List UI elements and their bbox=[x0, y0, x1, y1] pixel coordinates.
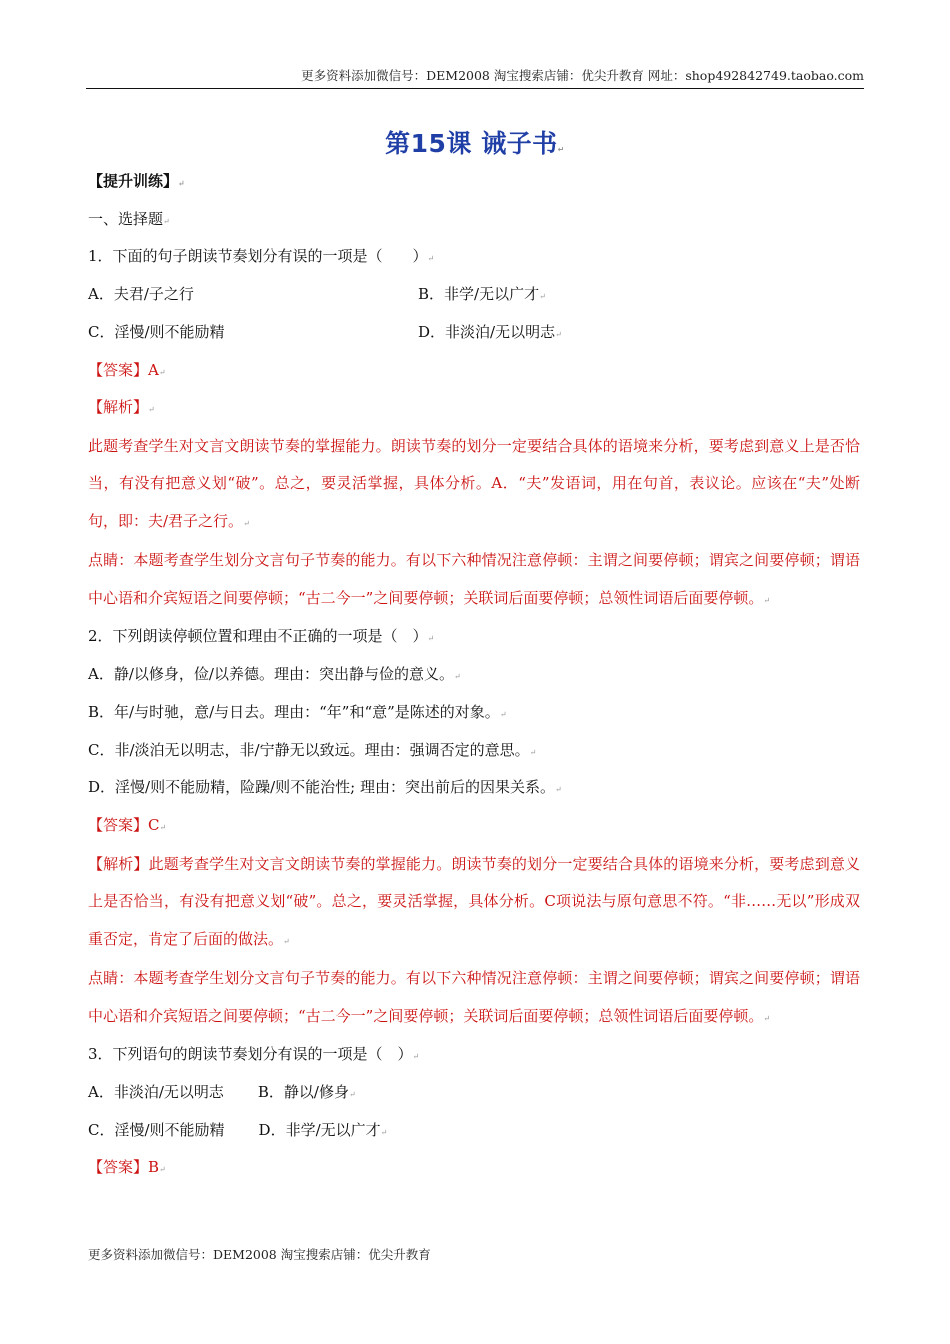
header-rule bbox=[86, 88, 864, 89]
option-a: A．夫君/子之行 bbox=[88, 285, 194, 304]
question-3-options-ab: A．非淡泊/无以明志 B．静以/修身↵ bbox=[88, 1082, 356, 1101]
question-2-option-c: C．非/淡泊无以明志，非/宁静无以致远。理由：强调否定的意思。↵ bbox=[88, 740, 537, 759]
question-1-tip: 点睛：本题考查学生划分文言句子节奏的能力。有以下六种情况注意停顿：主谓之间要停顿；谓宾之间要停顿；谓语中心语和介宾短语之间要停顿；“古二今一”之间要停顿；关联词后面要停顿；总领性词语后面要停顿。↵ bbox=[88, 551, 860, 607]
question-2-option-d: D．淫慢/则不能励精，险躁/则不能治性; 理由：突出前后的因果关系。↵ bbox=[88, 778, 562, 797]
option-d: D．非学/无以广才 bbox=[258, 1120, 381, 1139]
page-title: 第15课 诫子书↵ bbox=[385, 129, 565, 158]
question-1-answer: 【答案】A↵ bbox=[88, 360, 166, 379]
question-2-option-b: B．年/与时驰，意/与日去。理由：“年”和“意”是陈述的对象。↵ bbox=[88, 702, 507, 721]
part-heading: 一、选择题↵ bbox=[88, 209, 170, 228]
page-footer: 更多资料添加微信号：DEM2008 淘宝搜索店铺：优尖升教育 bbox=[88, 1247, 431, 1262]
section-heading: 【提升训练】↵ bbox=[88, 172, 185, 190]
question-2-answer: 【答案】C↵ bbox=[88, 815, 167, 834]
question-1-options-cd bbox=[88, 315, 860, 353]
question-2-tip: 点睛：本题考查学生划分文言句子节奏的能力。有以下六种情况注意停顿：主谓之间要停顿；谓宾之间要停顿；谓语中心语和介宾短语之间要停顿；“古二今一”之间要停顿；关联词后面要停顿；总领性词语后面要停顿。↵ bbox=[88, 969, 860, 1025]
option-a: A．非淡泊/无以明志 bbox=[88, 1082, 224, 1101]
option-d: D．非淡泊/无以明志↵ bbox=[418, 322, 562, 341]
question-1-stem: 1．下面的句子朗读节奏划分有误的一项是（ ）↵ bbox=[88, 247, 435, 266]
page-header: 更多资料添加微信号：DEM2008 淘宝搜索店铺：优尖升教育 网址：shop492842749.taobao.com bbox=[301, 68, 864, 83]
question-2-analysis: 【解析】此题考查学生对文言文朗读节奏的掌握能力。朗读节奏的划分一定要结合具体的语境来分析，要考虑到意义上是否恰当，有没有把意义划“破”。总之，要灵活掌握，具体分析。C项说法与原句意思不符。“非……无以”形成双重否定，肯定了后面的做法。↵ bbox=[88, 854, 860, 948]
option-c: C．淫慢/则不能励精 bbox=[88, 1120, 225, 1139]
question-1-options-ab bbox=[88, 277, 860, 315]
question-1-analysis-label: 【解析】↵ bbox=[88, 398, 155, 417]
question-2-stem: 2．下列朗读停顿位置和理由不正确的一项是（ ）↵ bbox=[88, 627, 435, 646]
question-2-option-a: A．静/以修身，俭/以养德。理由：突出静与俭的意义。↵ bbox=[88, 665, 461, 684]
option-b: B．非学/无以广才↵ bbox=[418, 285, 546, 304]
option-c: C．淫慢/则不能励精 bbox=[88, 322, 225, 341]
document-body bbox=[88, 164, 860, 1188]
question-3-options-cd: C．淫慢/则不能励精 D．非学/无以广才↵ bbox=[88, 1120, 388, 1139]
question-3-answer: 【答案】B↵ bbox=[88, 1158, 166, 1177]
question-3-stem: 3．下列语句的朗读节奏划分有误的一项是（ ）↵ bbox=[88, 1045, 420, 1064]
option-b: B．静以/修身 bbox=[257, 1082, 349, 1101]
question-1-analysis: 此题考查学生对文言文朗读节奏的掌握能力。朗读节奏的划分一定要结合具体的语境来分析，要考虑到意义上是否恰当，有没有把意义划“破”。总之，要灵活掌握，具体分析。A．“夫”发语词，用在句首，表议论。应该在“夫”处断句，即：夫/君子之行。↵ bbox=[88, 436, 860, 530]
